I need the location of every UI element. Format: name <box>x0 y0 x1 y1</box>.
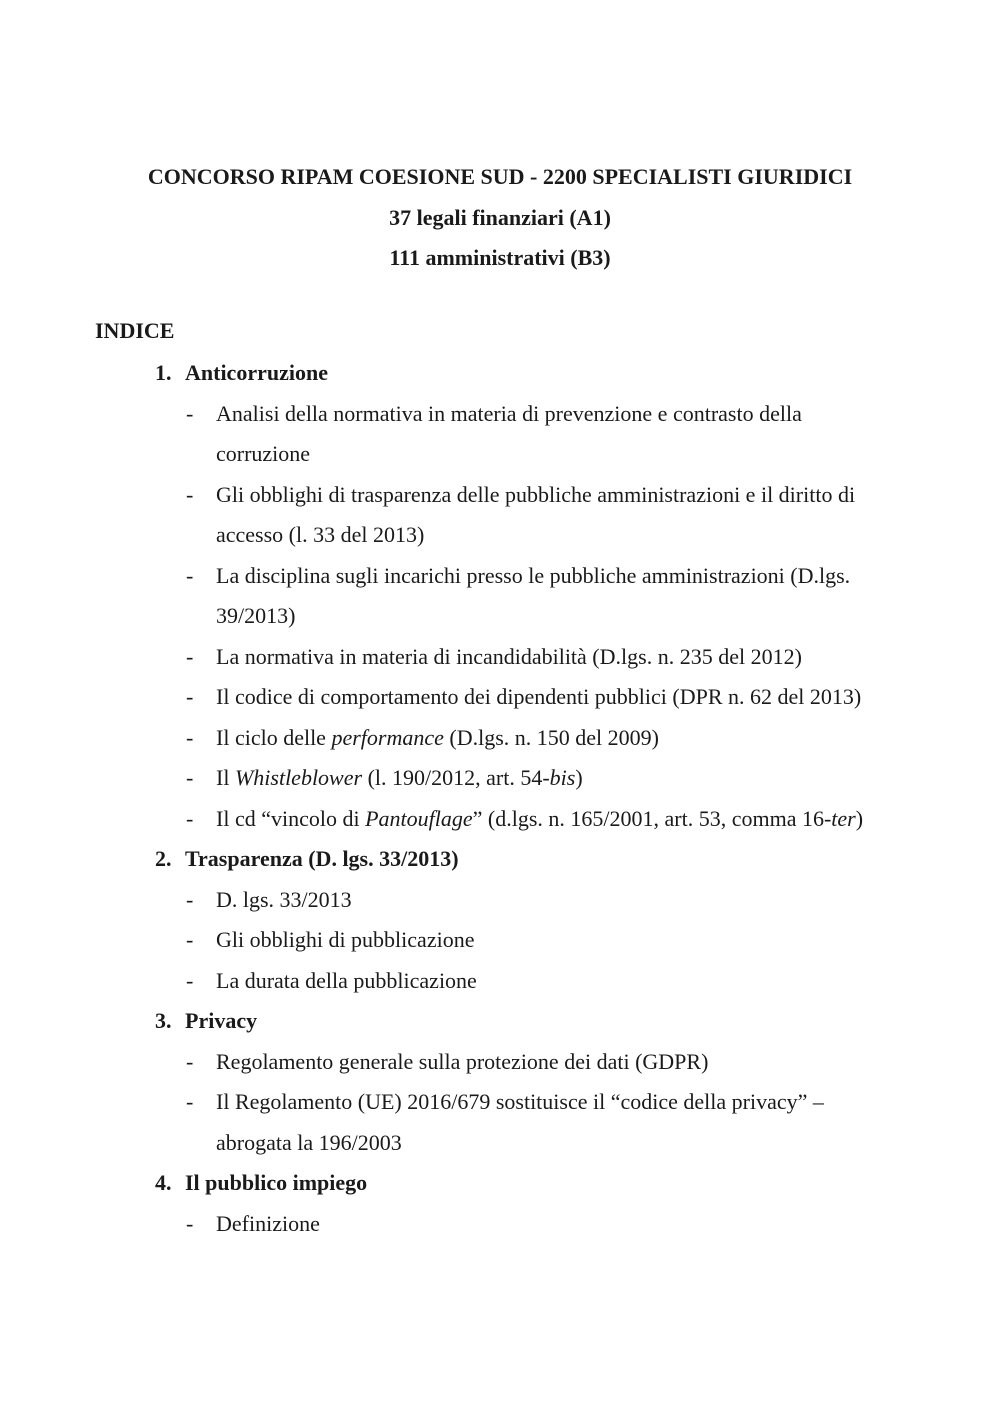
header-title: CONCORSO RIPAM COESIONE SUD - 2200 SPECIALISTI GIURIDICI <box>147 164 853 189</box>
toc-section-label: Privacy <box>185 1008 258 1033</box>
toc-item-text <box>216 758 900 799</box>
text-segment: Analisi della normativa in materia di prevenzione e contrasto della corruzione <box>216 400 802 466</box>
dash-bullet: - <box>186 886 194 912</box>
toc-item-text <box>216 677 900 718</box>
text-segment: La durata della pubblicazione <box>216 967 477 993</box>
toc-section-title <box>0 839 1000 880</box>
toc-item-text <box>216 799 900 840</box>
dash-bullet: - <box>186 481 194 507</box>
toc-item-text <box>216 880 900 921</box>
toc-section-number: 4. <box>155 1170 172 1195</box>
text-segment: Definizione <box>216 1210 320 1236</box>
toc-item-text <box>216 556 900 637</box>
toc-list-item <box>0 556 1000 637</box>
toc-list-item <box>0 1082 1000 1163</box>
toc-section-label: Trasparenza (D. lgs. 33/2013) <box>185 846 459 871</box>
italic-text-segment: ter <box>831 805 856 831</box>
toc-list-item <box>0 677 1000 718</box>
toc-item-text <box>216 1204 900 1245</box>
toc-list-item <box>0 1204 1000 1245</box>
toc-list-item <box>0 718 1000 759</box>
text-segment: Il cd “vincolo di <box>216 805 366 831</box>
text-segment: La normativa in materia di incandidabilità (D.lgs. n. 235 del 2012) <box>216 643 802 669</box>
toc-section-title <box>0 353 1000 394</box>
toc-item-text <box>216 718 900 759</box>
text-segment: D. lgs. 33/2013 <box>216 886 352 912</box>
toc-list-item <box>0 799 1000 840</box>
toc-section-number: 2. <box>155 846 172 871</box>
toc-list-item <box>0 758 1000 799</box>
table-of-contents <box>0 353 1000 1244</box>
text-segment: (D.lgs. n. 150 del 2009) <box>443 724 659 750</box>
text-segment: Il codice di comportamento dei dipendenti pubblici (DPR n. 62 del 2013) <box>216 684 862 709</box>
italic-text-segment: bis <box>549 765 576 790</box>
text-segment: Il Regolamento (UE) 2016/679 sostituisce il “codice della privacy” – abrogata la 196/2003 <box>216 1089 824 1155</box>
dash-bullet: - <box>186 643 194 669</box>
text-segment: ” (d.lgs. n. 165/2001, art. 53, comma 16- <box>472 805 832 831</box>
dash-bullet: - <box>186 765 194 790</box>
toc-item-text <box>216 920 900 961</box>
text-segment: (l. 190/2012, art. 54- <box>362 765 550 790</box>
toc-item-text <box>216 961 900 1002</box>
toc-item-text <box>216 1082 900 1163</box>
dash-bullet: - <box>186 1089 194 1114</box>
italic-text-segment: Whistleblower <box>234 765 363 790</box>
dash-bullet: - <box>186 967 194 993</box>
text-segment: Il ciclo delle <box>216 724 332 750</box>
dash-bullet: - <box>186 1048 194 1074</box>
dash-bullet: - <box>186 927 194 952</box>
toc-list-item <box>0 637 1000 678</box>
header-subtitle-legali: 37 legali finanziari (A1) <box>389 204 611 230</box>
toc-section-number: 1. <box>155 360 172 385</box>
toc-list-item <box>0 1042 1000 1083</box>
text-segment: ) <box>575 765 583 790</box>
dash-bullet: - <box>186 400 194 426</box>
text-segment: Il <box>216 765 235 790</box>
toc-list-item <box>0 475 1000 556</box>
text-segment: Regolamento generale sulla protezione dei dati (GDPR) <box>216 1048 709 1074</box>
header-subtitle-amministrativi: 111 amministrativi (B3) <box>389 245 611 270</box>
toc-section-title <box>0 1163 1000 1204</box>
dash-bullet: - <box>186 684 194 709</box>
italic-text-segment: Pantouflage <box>365 805 473 831</box>
toc-list-item <box>0 394 1000 475</box>
text-segment: ) <box>855 805 864 831</box>
toc-section-title <box>0 1001 1000 1042</box>
dash-bullet: - <box>186 562 194 588</box>
toc-item-text <box>216 1042 900 1083</box>
text-segment: Gli obblighi di pubblicazione <box>216 927 475 952</box>
indice-title: INDICE <box>95 318 175 343</box>
dash-bullet: - <box>186 1210 194 1236</box>
text-segment: La disciplina sugli incarichi presso le pubbliche amministrazioni (D.lgs. 39/2013) <box>216 562 851 628</box>
italic-text-segment: performance <box>331 724 444 750</box>
toc-item-text <box>216 394 900 475</box>
toc-section-label: Anticorruzione <box>185 360 328 385</box>
toc-item-text <box>216 637 900 678</box>
toc-list-item <box>0 961 1000 1002</box>
toc-section-number: 3. <box>155 1008 172 1033</box>
text-segment: Gli obblighi di trasparenza delle pubbliche amministrazioni e il diritto di accesso (l. 33 del 2013) <box>216 481 856 547</box>
toc-list-item <box>0 920 1000 961</box>
dash-bullet: - <box>186 805 194 831</box>
toc-item-text <box>216 475 900 556</box>
dash-bullet: - <box>186 724 194 750</box>
toc-list-item <box>0 880 1000 921</box>
document-header <box>0 157 1000 279</box>
toc-section-label: Il pubblico impiego <box>185 1170 368 1195</box>
